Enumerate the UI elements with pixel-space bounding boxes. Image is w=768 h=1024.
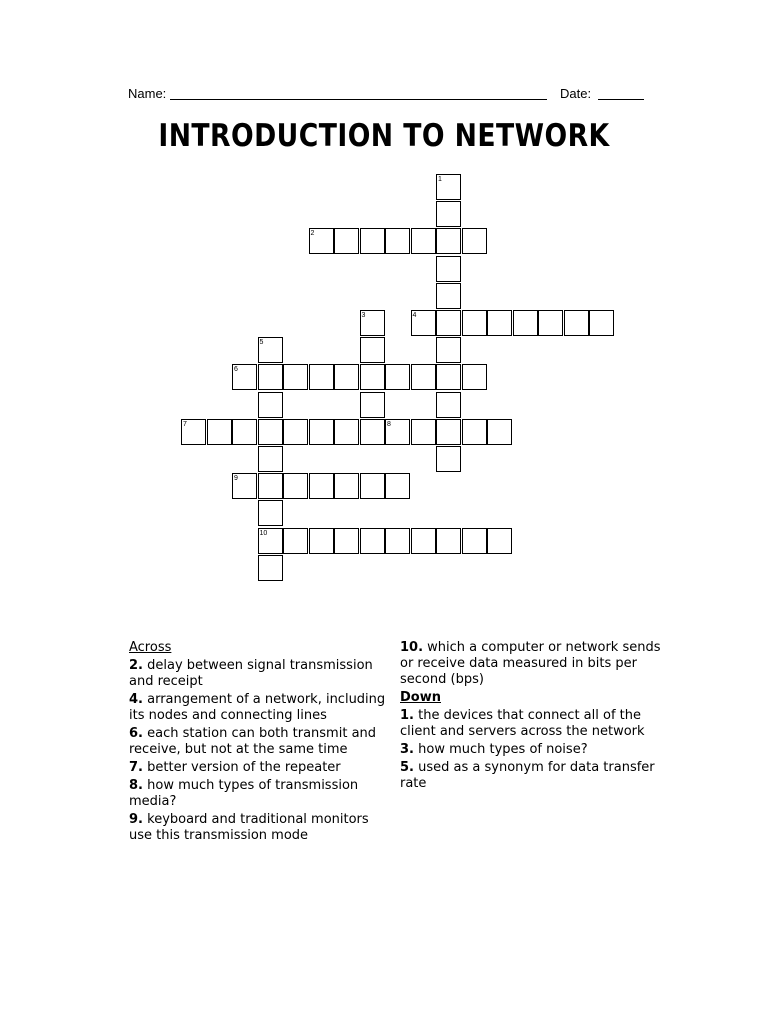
clues-right-column bbox=[400, 640, 670, 794]
clue-across-8: 8. how much types of transmission media? bbox=[129, 778, 359, 809]
crossword-cell[interactable] bbox=[309, 419, 334, 445]
crossword-cell[interactable] bbox=[436, 283, 461, 309]
clue-number-10: 10 bbox=[259, 529, 268, 537]
crossword-cell[interactable] bbox=[436, 392, 461, 418]
crossword-cell[interactable] bbox=[360, 392, 385, 418]
crossword-cell[interactable] bbox=[334, 364, 359, 390]
crossword-cell[interactable] bbox=[436, 364, 461, 390]
crossword-cell[interactable] bbox=[207, 419, 232, 445]
clue-down-3: 3. how much types of noise? bbox=[400, 742, 588, 757]
crossword-cell[interactable] bbox=[232, 473, 257, 499]
crossword-cell[interactable] bbox=[436, 337, 461, 363]
crossword-cell[interactable] bbox=[385, 364, 410, 390]
crossword-cell[interactable] bbox=[258, 337, 283, 363]
crossword-cell[interactable] bbox=[538, 310, 563, 336]
crossword-cell[interactable] bbox=[258, 528, 283, 554]
clue-number-1: 1 bbox=[438, 176, 442, 183]
crossword-cell[interactable] bbox=[360, 228, 385, 254]
crossword-cell[interactable] bbox=[462, 528, 487, 554]
crossword-cell[interactable] bbox=[334, 228, 359, 254]
clue-across-6: 6. each station can both transmit and receive, but not at the same time bbox=[129, 726, 377, 757]
crossword-cell[interactable] bbox=[309, 364, 334, 390]
crossword-cell[interactable] bbox=[258, 473, 283, 499]
crossword-cell[interactable] bbox=[411, 310, 436, 336]
clue-number-7: 7 bbox=[183, 420, 187, 428]
crossword-cell[interactable] bbox=[589, 310, 614, 336]
clue-number-9: 9 bbox=[234, 475, 238, 483]
crossword-cell[interactable] bbox=[436, 419, 461, 445]
clue-across-7: 7. better version of the repeater bbox=[129, 760, 341, 775]
crossword-cell[interactable] bbox=[462, 364, 487, 390]
crossword-cell[interactable] bbox=[283, 528, 308, 554]
crossword-cell[interactable] bbox=[462, 419, 487, 445]
clue-across-10: 10. which a computer or network sends or receive data measured in bits per second (bps) bbox=[400, 640, 661, 687]
crossword-cell[interactable] bbox=[385, 528, 410, 554]
clue-down-1: 1. the devices that connect all of the client and servers across the network bbox=[400, 708, 645, 739]
date-label: Date: bbox=[560, 86, 592, 101]
crossword-cell[interactable] bbox=[411, 528, 436, 554]
crossword-cell[interactable] bbox=[564, 310, 589, 336]
clue-across-2: 2. delay between signal transmission and receipt bbox=[129, 658, 373, 689]
crossword-cell[interactable] bbox=[513, 310, 538, 336]
crossword-cell[interactable] bbox=[258, 364, 283, 390]
crossword-cell[interactable] bbox=[462, 228, 487, 254]
clues-left-column bbox=[129, 640, 389, 846]
crossword-cell[interactable] bbox=[334, 528, 359, 554]
crossword-cell[interactable] bbox=[283, 364, 308, 390]
crossword-cell[interactable] bbox=[258, 392, 283, 418]
crossword-cell[interactable] bbox=[258, 555, 283, 581]
name-field-line[interactable] bbox=[170, 99, 547, 100]
crossword-cell[interactable] bbox=[436, 174, 461, 200]
crossword-cell[interactable] bbox=[258, 446, 283, 472]
crossword-cell[interactable] bbox=[334, 419, 359, 445]
crossword-cell[interactable] bbox=[436, 528, 461, 554]
crossword-cell[interactable] bbox=[436, 201, 461, 227]
crossword-cell[interactable] bbox=[360, 310, 385, 336]
crossword-cell[interactable] bbox=[436, 228, 461, 254]
crossword-cell[interactable] bbox=[334, 473, 359, 499]
crossword-cell[interactable] bbox=[436, 256, 461, 282]
crossword-cell[interactable] bbox=[309, 473, 334, 499]
clue-number-6: 6 bbox=[234, 366, 238, 374]
crossword-cell[interactable] bbox=[411, 419, 436, 445]
crossword-cell[interactable] bbox=[411, 364, 436, 390]
crossword-cell[interactable] bbox=[232, 419, 257, 445]
crossword-cell[interactable] bbox=[181, 419, 206, 445]
clue-across-9: 9. keyboard and traditional monitors use this transmission mode bbox=[129, 812, 369, 843]
crossword-cell[interactable] bbox=[360, 528, 385, 554]
crossword-cell[interactable] bbox=[487, 310, 512, 336]
crossword-cell[interactable] bbox=[385, 473, 410, 499]
crossword-cell[interactable] bbox=[411, 228, 436, 254]
page-title: INTRODUCTION TO NETWORK bbox=[158, 118, 610, 154]
clue-across-4: 4. arrangement of a network, including its nodes and connecting lines bbox=[129, 692, 386, 723]
crossword-cell[interactable] bbox=[232, 364, 257, 390]
crossword-cell[interactable] bbox=[309, 528, 334, 554]
down-heading: Down bbox=[400, 690, 441, 705]
clue-number-5: 5 bbox=[259, 339, 264, 347]
crossword-cell[interactable] bbox=[360, 337, 385, 363]
crossword-cell[interactable] bbox=[436, 446, 461, 472]
crossword-cell[interactable] bbox=[360, 473, 385, 499]
across-heading: Across bbox=[129, 640, 172, 655]
clue-number-3: 3 bbox=[361, 312, 366, 319]
crossword-cell[interactable] bbox=[385, 228, 410, 254]
clue-number-8: 8 bbox=[387, 420, 391, 428]
crossword-cell[interactable] bbox=[436, 310, 461, 336]
crossword-cell[interactable] bbox=[385, 419, 410, 445]
date-field-line[interactable] bbox=[598, 99, 644, 100]
crossword-cell[interactable] bbox=[283, 419, 308, 445]
crossword-cell[interactable] bbox=[258, 419, 283, 445]
name-label: Name: bbox=[128, 86, 167, 101]
crossword-cell[interactable] bbox=[258, 500, 283, 526]
clue-down-5: 5. used as a synonym for data transfer rate bbox=[400, 760, 655, 791]
crossword-cell[interactable] bbox=[462, 310, 487, 336]
crossword-cell[interactable] bbox=[487, 528, 512, 554]
crossword-cell[interactable] bbox=[487, 419, 512, 445]
crossword-cell[interactable] bbox=[360, 364, 385, 390]
crossword-cell[interactable] bbox=[283, 473, 308, 499]
clue-number-4: 4 bbox=[412, 312, 417, 319]
crossword-cell[interactable] bbox=[309, 228, 334, 254]
crossword-cell[interactable] bbox=[360, 419, 385, 445]
clue-number-2: 2 bbox=[310, 230, 315, 238]
